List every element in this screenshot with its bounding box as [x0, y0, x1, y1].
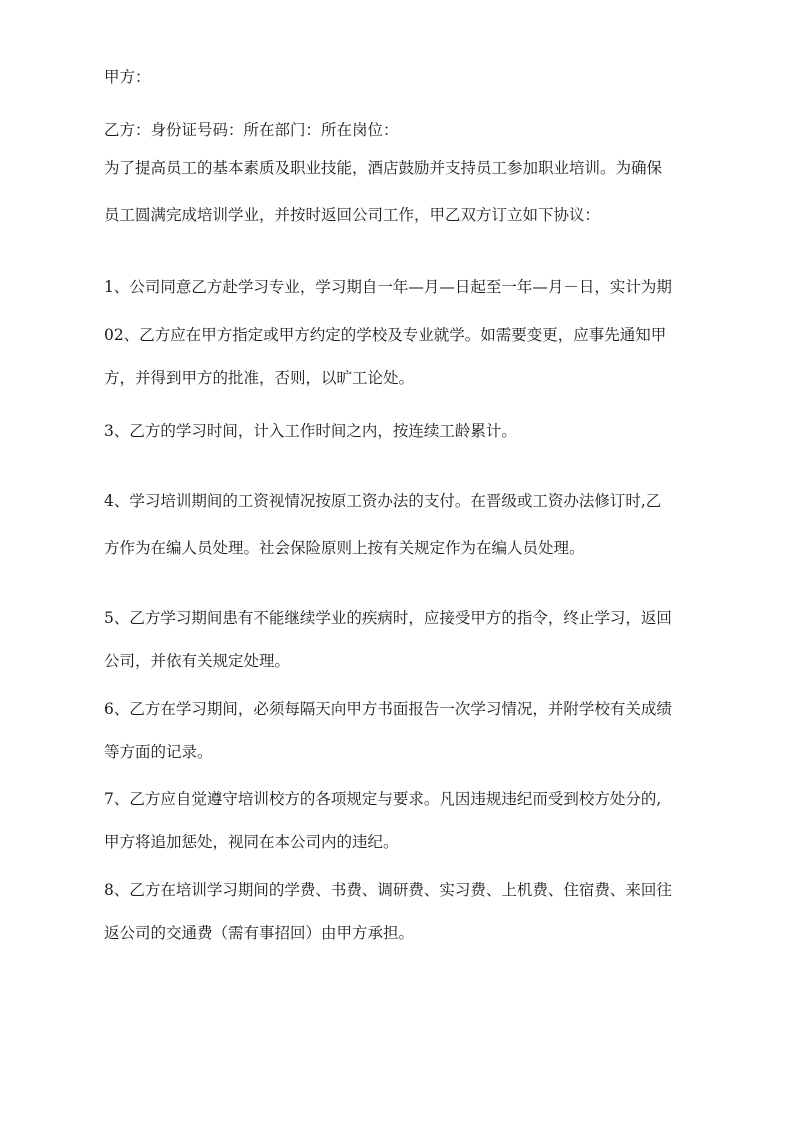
clause-line: 甲方将追加惩处，视同在本公司内的违纪。 [104, 833, 399, 851]
clause-line: 返公司的交通费（需有事招回）由甲方承担。 [104, 924, 415, 942]
clause-line: 7、乙方应自觉遵守培训校方的各项规定与要求。凡因违规违纪而受到校方处分的, [104, 790, 662, 808]
clause-line: 方，并得到甲方的批准，否则，以旷工论处。 [104, 369, 415, 387]
clause-line: 5、乙方学习期间患有不能继续学业的疾病时，应接受甲方的指令，终止学习，返回 [104, 609, 672, 627]
clause-line: 3、乙方的学习时间，计入工作时间之内，按连续工龄累计。 [104, 422, 517, 440]
clause-line: 6、乙方在学习期间，必须每隔天向甲方书面报告一次学习情况，并附学校有关成绩 [104, 700, 672, 718]
clause-line: 公司，并依有关规定处理。 [104, 652, 291, 670]
clause-line: 等方面的记录。 [104, 743, 213, 761]
clause-line: 02、乙方应在甲方指定或甲方约定的学校及专业就学。如需要变更，应事先通知甲 [104, 326, 667, 344]
clause-line: 1、公司同意乙方赴学习专业，学习期自一年—月—日起至一年—月－日，实计为期 [104, 278, 672, 296]
intro-line: 员工圆满完成培训学业，并按时返回公司工作，甲乙双方订立如下协议： [104, 206, 601, 224]
intro-line: 为了提高员工的基本素质及职业技能，酒店鼓励并支持员工参加职业培训。为确保 [104, 159, 663, 177]
clause-line: 4、学习培训期间的工资视情况按原工资办法的支付。在晋级或工资办法修订时,乙 [104, 492, 662, 510]
clause-line: 8、乙方在培训学习期间的学费、书费、调研费、实习费、上机费、住宿费、来回往 [104, 881, 672, 899]
party-a-line: 甲方： [104, 68, 151, 86]
party-b-line: 乙方：身份证号码：所在部门：所在岗位： [104, 121, 399, 139]
clause-line: 方作为在编人员处理。社会保险原则上按有关规定作为在编人员处理。 [104, 539, 585, 557]
